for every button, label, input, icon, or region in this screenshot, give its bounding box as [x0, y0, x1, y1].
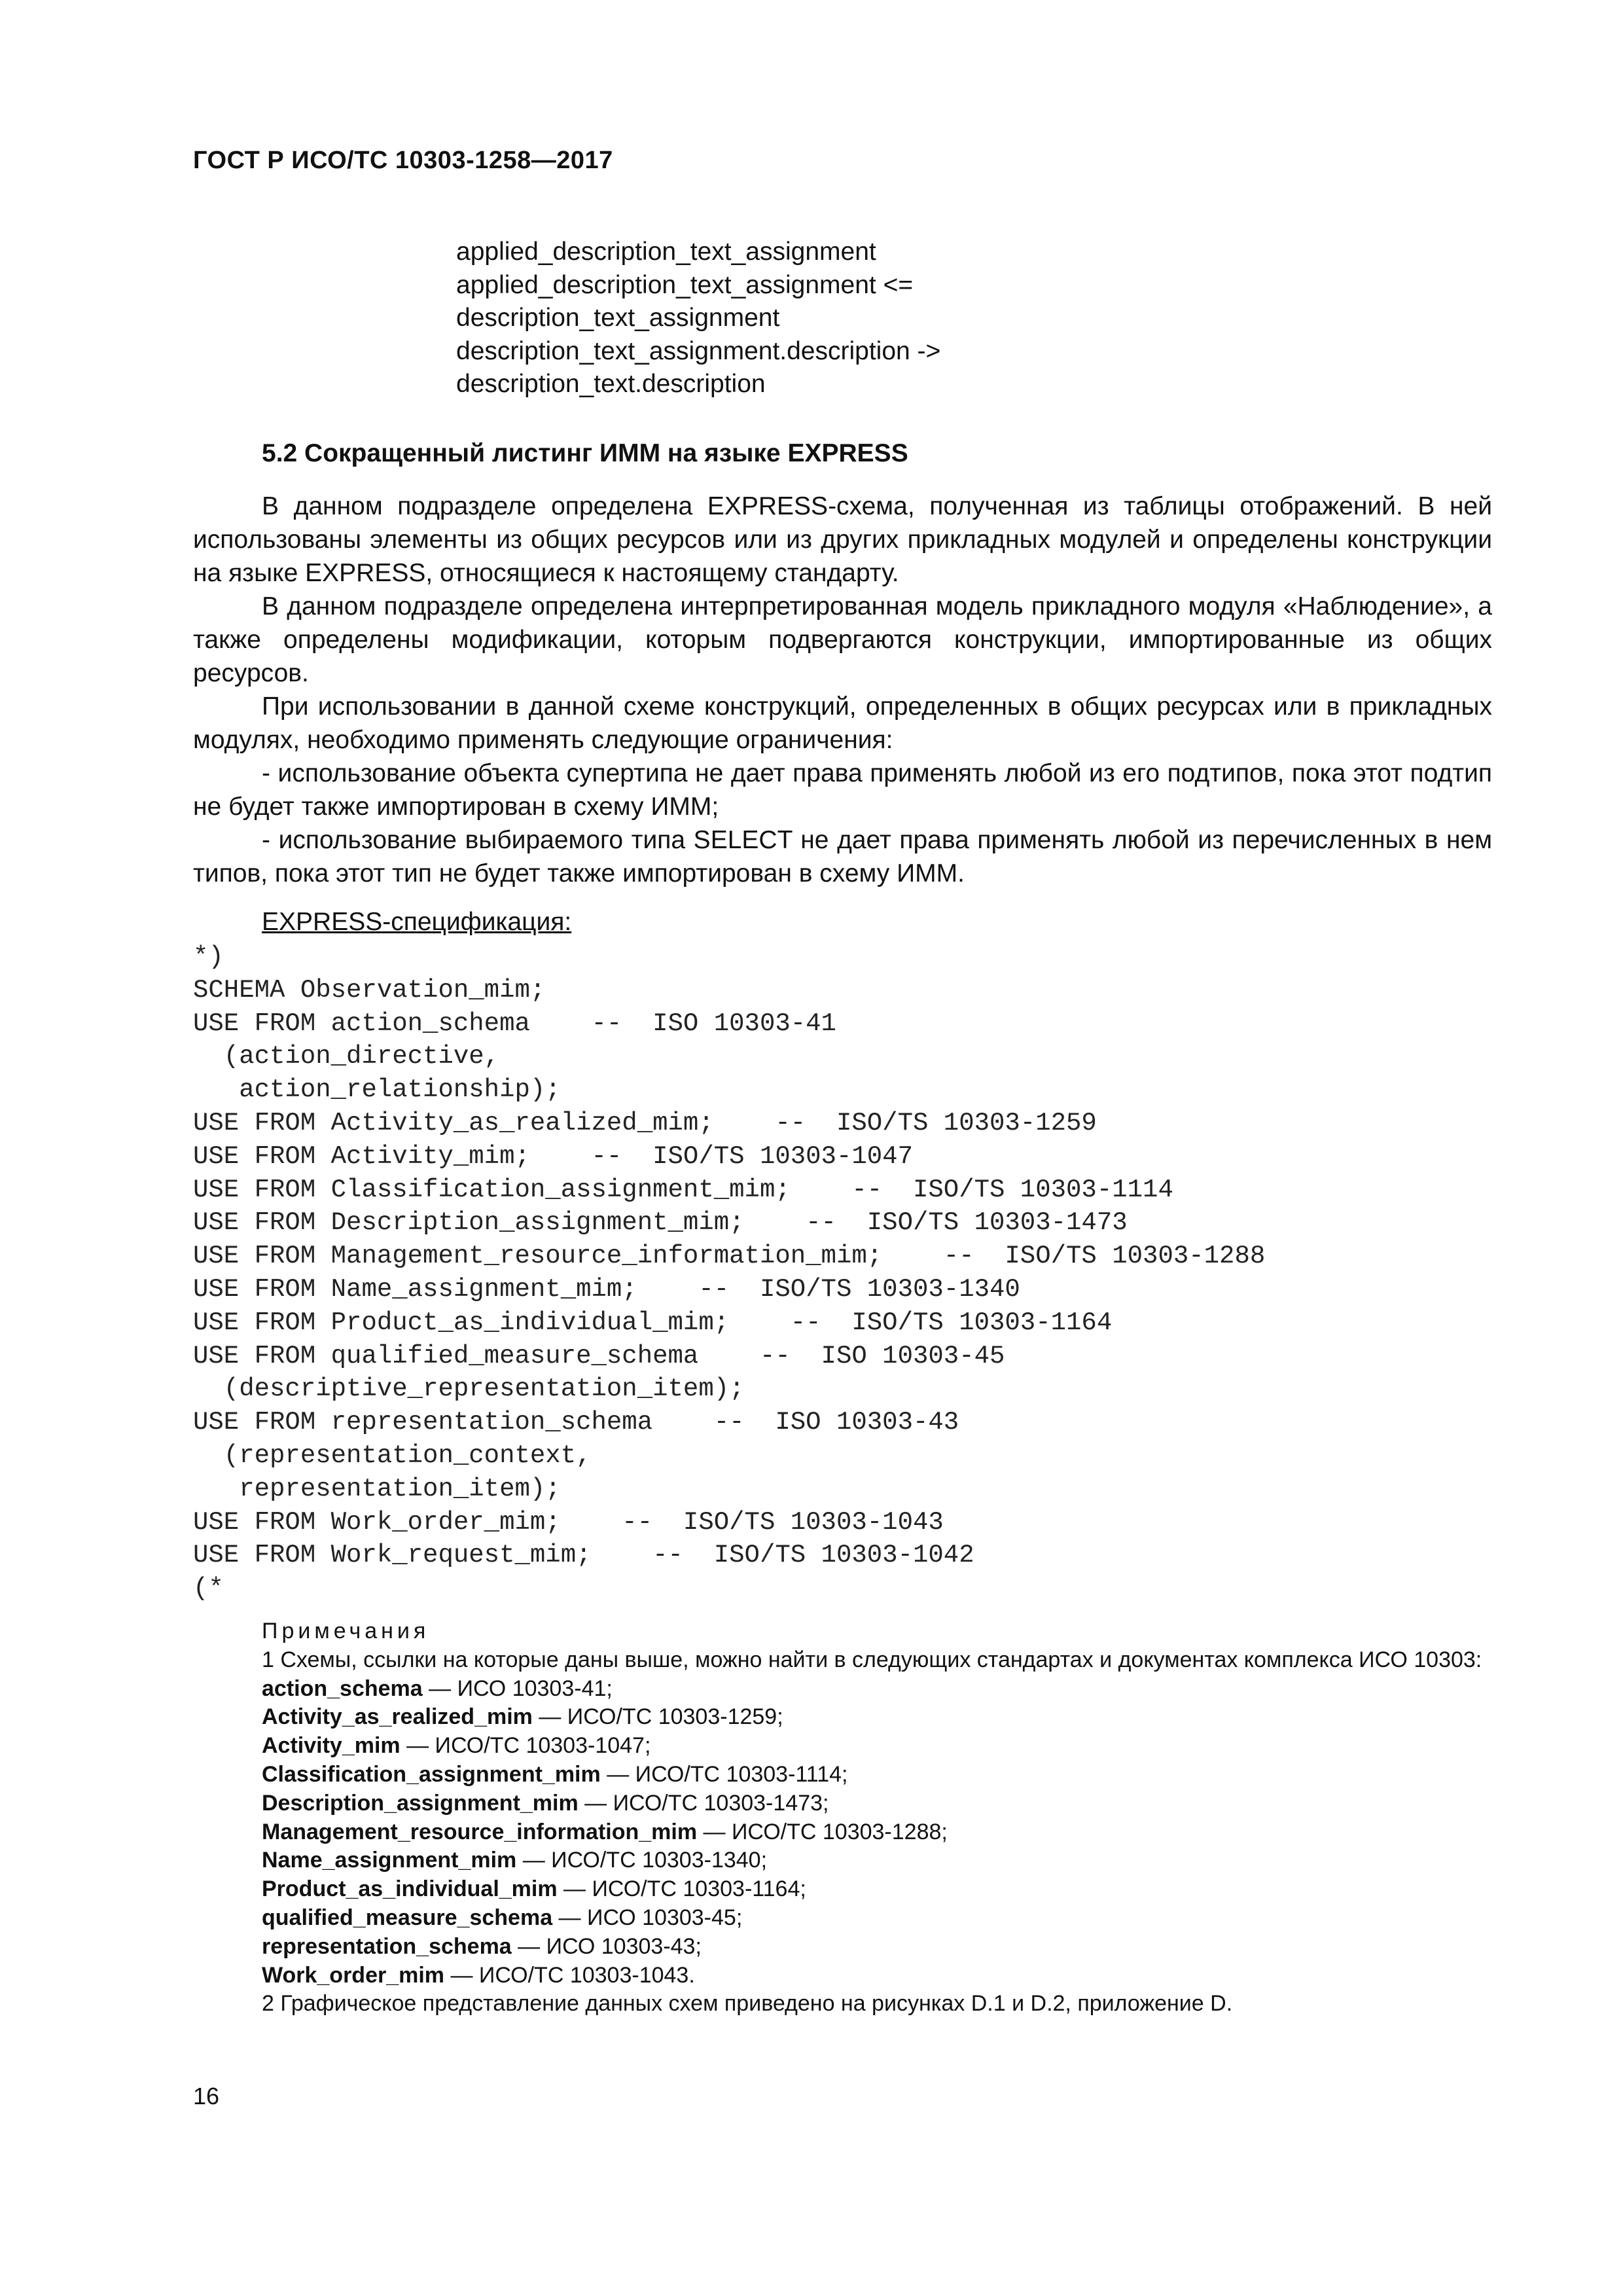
code-line: representation_item);: [193, 1474, 561, 1503]
section-title: 5.2 Сокращенный листинг ИММ на языке EXPRESS: [262, 439, 908, 467]
ref-source: — ИСО/ТС 10303-1047;: [400, 1733, 651, 1759]
note-1-intro: 1 Схемы, ссылки на которые даны выше, можно найти в следующих стандартах и документах комплекса ИСО 10303:: [262, 1647, 1482, 1672]
code-line: USE FROM Classification_assignment_mim; -- ISO/TS 10303-1114: [193, 1175, 1173, 1204]
code-line: USE FROM Activity_as_realized_mim; -- ISO/TS 10303-1259: [193, 1108, 1097, 1138]
ref-schema-name: Activity_as_realized_mim: [262, 1704, 533, 1730]
mapping-line: description_text_assignment.description ->: [456, 336, 941, 365]
code-line: (*: [193, 1574, 224, 1604]
ref-schema-name: Classification_assignment_mim: [262, 1761, 601, 1787]
express-spec-label: EXPRESS-спецификация:: [262, 908, 572, 936]
ref-source: — ИСО/ТС 10303-1043.: [444, 1962, 695, 1988]
express-code-listing: [193, 941, 1265, 1605]
ref-schema-name: Product_as_individual_mim: [262, 1876, 558, 1902]
code-line: USE FROM action_schema -- ISO 10303-41: [193, 1009, 836, 1038]
ref-source: — ИСО/ТС 10303-1164;: [557, 1876, 806, 1902]
note-ref-item: [193, 1846, 1492, 1875]
ref-source: — ИСО/ТС 10303-1288;: [697, 1819, 948, 1844]
ref-schema-name: Work_order_mim: [262, 1962, 445, 1988]
mapping-line: applied_description_text_assignment: [456, 238, 876, 266]
ref-schema-name: Name_assignment_mim: [262, 1848, 517, 1873]
page-number: 16: [193, 2083, 220, 2109]
ref-schema-name: action_schema: [262, 1676, 423, 1701]
ref-source: — ИСО/ТС 10303-1340;: [516, 1848, 768, 1873]
document-header: ГОСТ Р ИСО/ТС 10303-1258—2017: [193, 147, 613, 174]
ref-source: — ИСО 10303-43;: [511, 1933, 702, 1959]
code-line: SCHEMA Observation_mim;: [193, 975, 546, 1005]
note-2: 2 Графическое представление данных схем приведено на рисунках D.1 и D.2, приложение D.: [262, 1991, 1233, 2017]
body-paragraph: - использование выбираемого типа SELECT не дает права применять любой из перечисленных в нем типов, пока этот тип не будет также импортирован в схему ИММ.: [193, 826, 1492, 888]
code-line: USE FROM Work_request_mim; -- ISO/TS 10303-1042: [193, 1541, 974, 1570]
note-ref-item: [193, 1789, 1492, 1818]
ref-schema-name: representation_schema: [262, 1933, 512, 1959]
ref-source: — ИСО 10303-41;: [422, 1676, 613, 1701]
ref-source: — ИСО 10303-45;: [552, 1905, 743, 1930]
ref-source: — ИСО/ТС 10303-1473;: [578, 1790, 829, 1816]
mapping-line: description_text_assignment: [456, 304, 780, 332]
note-ref-item: [193, 1904, 1492, 1933]
ref-schema-name: Description_assignment_mim: [262, 1790, 579, 1816]
note-ref-item: [193, 1962, 1492, 1990]
code-line: USE FROM representation_schema -- ISO 10303-43: [193, 1408, 959, 1437]
mapping-line: applied_description_text_assignment <=: [456, 270, 914, 299]
code-line: USE FROM Name_assignment_mim; -- ISO/TS 10303-1340: [193, 1274, 1020, 1304]
note-ref-item: [193, 1675, 1492, 1704]
body-paragraph: В данном подразделе определена интерпретированная модель прикладного модуля «Наблюдение», а также определены модификации, которым подвергаются конструкции, импортированные из общих ресурсов.: [193, 592, 1492, 687]
code-line: USE FROM Activity_mim; -- ISO/TS 10303-1047: [193, 1141, 913, 1171]
note-ref-item: [193, 1933, 1492, 1962]
note-ref-item: [193, 1703, 1492, 1732]
note-ref-item: [193, 1818, 1492, 1847]
code-line: (action_directive,: [193, 1042, 500, 1071]
ref-source: — ИСО/ТС 10303-1259;: [532, 1704, 783, 1730]
code-line: USE FROM Work_order_mim; -- ISO/TS 10303-1043: [193, 1507, 944, 1537]
ref-schema-name: Activity_mim: [262, 1733, 401, 1759]
code-line: USE FROM Description_assignment_mim; -- ISO/TS 10303-1473: [193, 1208, 1128, 1238]
note-ref-item: [193, 1875, 1492, 1904]
code-line: USE FROM Product_as_individual_mim; -- ISO/TS 10303-1164: [193, 1308, 1113, 1337]
code-line: *): [193, 942, 224, 971]
code-line: (descriptive_representation_item);: [193, 1374, 745, 1404]
body-paragraph: При использовании в данной схеме конструкций, определенных в общих ресурсах или в прикладных модулях, необходимо применять следующие ограничения:: [193, 692, 1492, 754]
ref-schema-name: Management_resource_information_mim: [262, 1819, 698, 1844]
mapping-block: [456, 236, 940, 401]
notes-block: [193, 1617, 1492, 2018]
code-line: (representation_context,: [193, 1441, 592, 1470]
code-line: action_relationship);: [193, 1075, 561, 1105]
section-body: [193, 490, 1492, 890]
notes-title: Примечания: [262, 1619, 430, 1643]
mapping-line: description_text.description: [456, 370, 766, 398]
note-ref-item: [193, 1761, 1492, 1789]
body-paragraph: В данном подразделе определена EXPRESS-схема, полученная из таблицы отображений. В ней использованы элементы из общих ресурсов или из других прикладных модулей и определены конструкции на языке EXPRESS, относящиеся к настоящему стандарту.: [193, 492, 1492, 587]
code-line: USE FROM Management_resource_information_mim; -- ISO/TS 10303-1288: [193, 1242, 1266, 1271]
ref-schema-name: qualified_measure_schema: [262, 1905, 553, 1930]
code-line: USE FROM qualified_measure_schema -- ISO 10303-45: [193, 1341, 1005, 1371]
note-ref-item: [193, 1732, 1492, 1761]
ref-source: — ИСО/ТС 10303-1114;: [600, 1761, 848, 1787]
body-paragraph: - использование объекта супертипа не дает права применять любой из его подтипов, пока этот подтип не будет также импортирован в схему ИММ;: [193, 759, 1492, 821]
